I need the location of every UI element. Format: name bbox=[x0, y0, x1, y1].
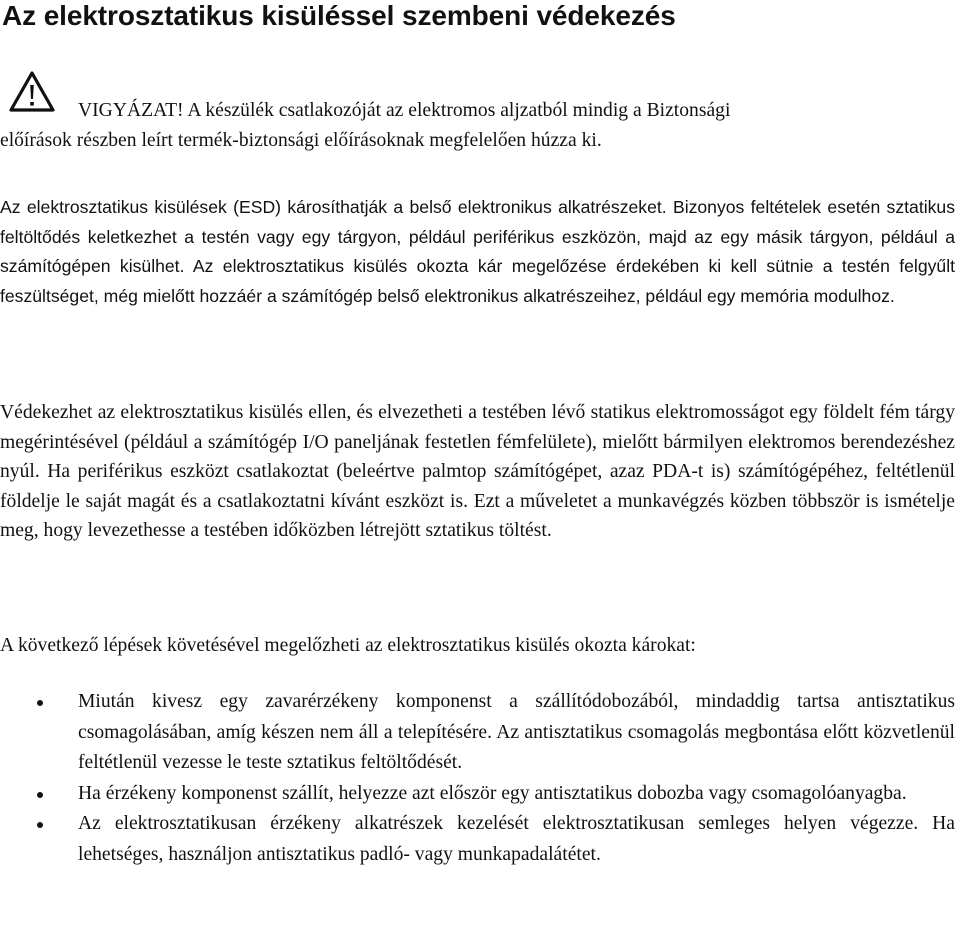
bullet-icon bbox=[37, 700, 43, 706]
warning-line-2: előírások részben leírt termék-biztonsági előírásoknak megfelelően húzza ki. bbox=[0, 130, 602, 151]
esd-intro-paragraph: Az elektrosztatikus kisülések (ESD) károsíthatják a belső elektronikus alkatrészeket. Bizonyos feltételek esetén sztatikus feltöltődés keletkezhet a testén vagy egy tárgyon, például periférikus eszközön, majd az egy másik tárgyon, például a számítógépen kisülhet. Az elektrosztatikus kisülés okozta kár megelőzése érdekében ki kell sütnie a testén felgyűlt feszültséget, még mielőtt hozzáér a számítógép belső elektronikus alkatrészeihez, például egy memória modulhoz. bbox=[0, 197, 955, 306]
list-item-text: Ha érzékeny komponenst szállít, helyezze azt először egy antisztatikus dobozba vagy csomagolóanyagba. bbox=[78, 782, 907, 804]
bullet-icon bbox=[37, 822, 43, 828]
warning-notice bbox=[0, 96, 960, 156]
warning-line-1: VIGYÁZAT! A készülék csatlakozóját az elektromos aljzatból mindig a Biztonsági bbox=[78, 100, 731, 121]
bullet-icon bbox=[37, 792, 43, 798]
precaution-list bbox=[0, 687, 955, 870]
list-item bbox=[0, 779, 955, 810]
list-item-text: Miután kivesz egy zavarérzékeny komponenst a szállítódobozából, mindaddig tartsa antisztatikus csomagolásában, amíg készen nem áll a telepítésére. Az antisztatikus csomagolás megbontása előtt közvetlenül feltétlenül vezesse le teste sztatikus feltöltődését. bbox=[78, 691, 955, 773]
list-item-text: Az elektrosztatikusan érzékeny alkatrészek kezelését elektrosztatikusan semleges helyen végezze. Ha lehetséges, használjon antisztatikus padló- vagy munkapadalátétet. bbox=[78, 813, 955, 865]
list-item bbox=[0, 809, 955, 870]
steps-intro-paragraph: A következő lépések követésével megelőzheti az elektrosztatikus kisülés okozta károkat: bbox=[0, 635, 696, 656]
protection-paragraph: Védekezhet az elektrosztatikus kisülés ellen, és elvezetheti a testében lévő statikus elektromosságot egy földelt fém tárgy megérintésével (például a számítógép I/O paneljának festetlen fémfelülete), mielőtt bármilyen elektromos berendezéshez nyúl. Ha periférikus eszközt csatlakoztat (beleértve palmtop számítógépet, azaz PDA-t is) számítógépéhez, feltétlenül földelje le saját magát és a csatlakoztatni kívánt eszközt is. Ezt a műveletet a munkavégzés közben többször is ismételje meg, hogy levezethesse a testében időközben létrejött sztatikus töltést. bbox=[0, 402, 955, 542]
page-title: Az elektrosztatikus kisüléssel szembeni védekezés bbox=[2, 0, 676, 31]
list-item bbox=[0, 687, 955, 779]
